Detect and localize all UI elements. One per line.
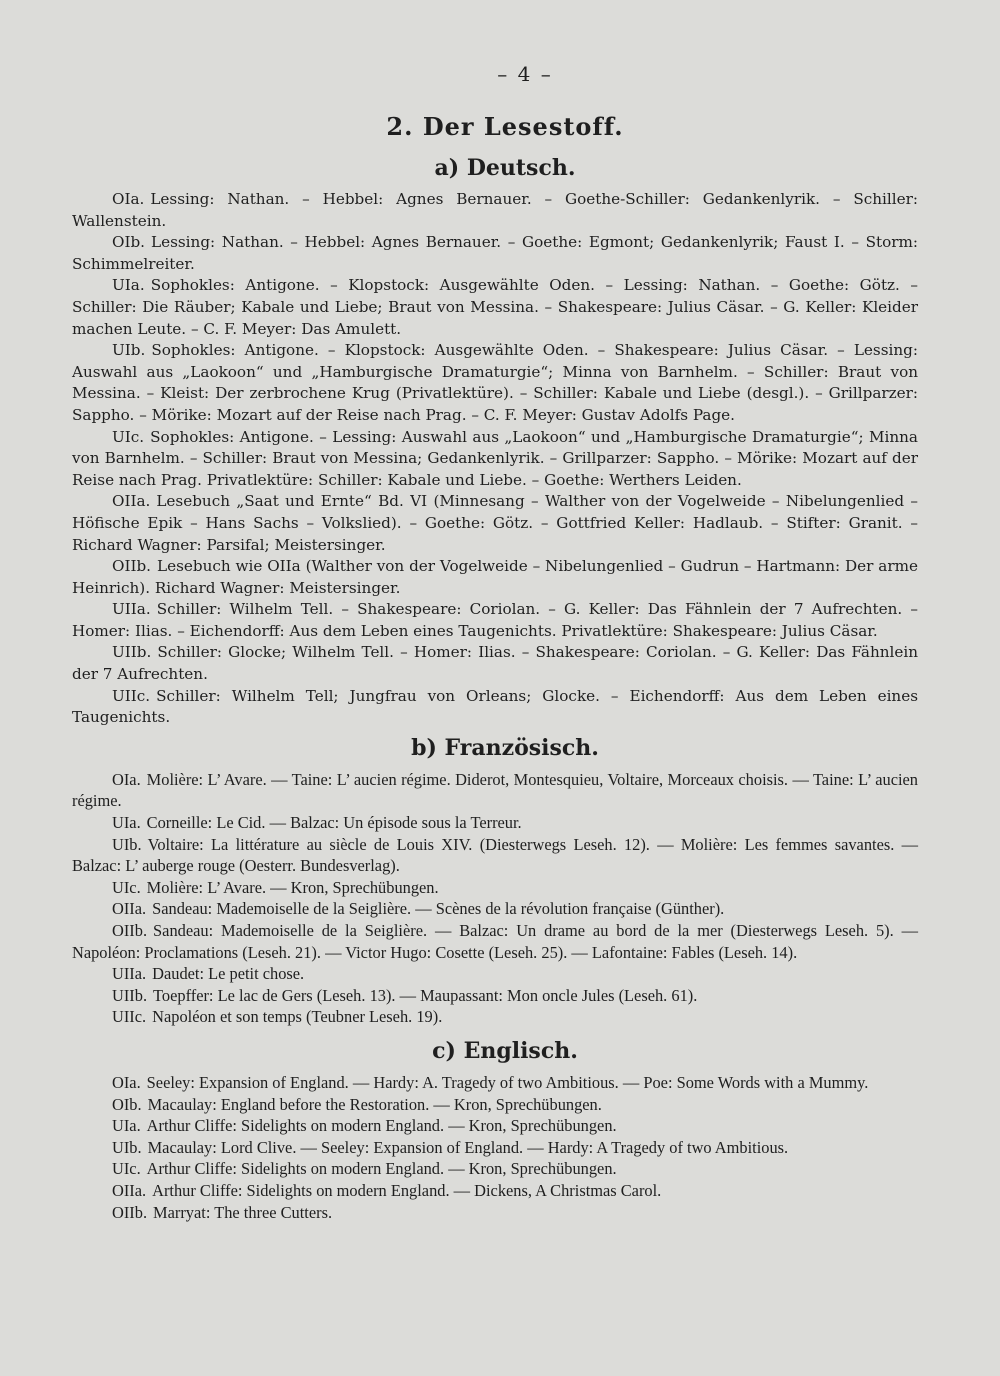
section-englisch (72, 1038, 918, 1223)
entry-deutsch-ulc (72, 427, 918, 492)
entry-deutsch-ollb (72, 556, 918, 599)
class-label: UIa. (112, 1116, 141, 1136)
entry-text: Schiller: Wilhelm Tell; Jungfrau von Orleans; Glocke. – Eichendorff: Aus dem Leben eines Taugenichts. (72, 686, 918, 727)
entry-deutsch-ola (72, 189, 918, 232)
entry-text: Daudet: Le petit chose. (152, 964, 305, 984)
section-deutsch (72, 155, 918, 729)
class-label: UIb. (112, 1137, 142, 1157)
entry-text: Molière: L’ Avare. — Kron, Sprechübungen. (146, 877, 439, 897)
class-label: OIa. (112, 769, 141, 789)
entry-text: Macaulay: England before the Restoration. — Kron, Sprechübungen. (147, 1094, 602, 1114)
entry-text: Arthur Cliffe: Sidelights on modern England. — Kron, Sprechübungen. (146, 1116, 617, 1136)
class-label: OIa. (112, 190, 145, 208)
class-label: UIIb. (112, 985, 148, 1005)
main-title: 2. Der Lesestoff. (386, 112, 624, 141)
entry-text: Corneille: Le Cid. — Balzac: Un épisode sous la Terreur. (146, 813, 522, 833)
class-label: OIIb. (112, 1202, 148, 1222)
entry-franz-ola (72, 769, 918, 812)
class-label: UIIc. (112, 686, 151, 705)
entry-text: Napoléon et son temps (Teubner Leseh. 19). (152, 1007, 443, 1027)
class-label: UIc. (112, 877, 141, 897)
entry-deutsch-olla (72, 491, 918, 556)
entry-franz-olla (72, 898, 918, 920)
entry-text: Sophokles: Antigone. – Klopstock: Ausgewählte Oden. – Lessing: Nathan. – Goethe: Götz. – Schiller: Die Räuber; Kabale und Liebe; Braut von Messina. – Shakespeare: Julius Cäsar. – G. Keller: Kleider machen Leute. – C. F. Meyer: Das Amulett. (72, 276, 918, 338)
section-title-englisch: c) Englisch. (432, 1037, 578, 1064)
entry-engl-ollb (72, 1202, 918, 1224)
entry-text: Lessing: Nathan. – Hebbel: Agnes Bernauer. – Goethe: Egmont; Gedankenlyrik; Faust I. – Storm: Schimmelreiter. (72, 233, 918, 273)
page-number: – 4 – (497, 62, 553, 86)
class-label: UIb. (112, 341, 146, 360)
entry-text: Marryat: The three Cutters. (153, 1202, 333, 1222)
entry-deutsch-olb (72, 232, 918, 275)
entry-text: Lesebuch „Saat und Ernte“ Bd. VI (Minnesang – Walther von der Vogelweide – Nibelungenlied – Höfische Epik – Hans Sachs – Volkslied). – Goethe: Götz. – Gottfried Keller: Hadlaub. – Stifter: Granit. – Richard Wagner: Parsifal; Meistersinger. (72, 492, 918, 554)
entry-text: Arthur Cliffe: Sidelights on modern England. — Dickens, A Christmas Carol. (152, 1180, 662, 1200)
class-label: UIa. (112, 276, 145, 295)
entry-engl-ulc (72, 1158, 918, 1180)
class-label: UIa. (112, 813, 141, 833)
section-franzoesisch (72, 735, 918, 1028)
entry-engl-olla (72, 1180, 918, 1202)
entry-text: Sandeau: Mademoiselle de la Seiglière. — Balzac: Un drame au bord de la mer (Diesterwegs Leseh. 5). — Napoléon: Proclamations (Leseh. 21). — Victor Hugo: Cosette (Leseh. 25). — Lafontaine: Fables (Leseh. 14). (72, 921, 918, 962)
entry-deutsch-ullb (72, 642, 918, 685)
entry-text: Voltaire: La littérature au siècle de Louis XIV. (Diesterwegs Leseh. 12). — Molière: Les femmes savantes. — Balzac: L’ auberge rouge (Oesterr. Bundesverlag). (72, 834, 918, 876)
entry-text: Sandeau: Mademoiselle de la Seiglière. — Scènes de la révolution française (Günther). (152, 899, 725, 919)
class-label: OIIb. (112, 557, 151, 576)
class-label: UIIc. (112, 1007, 147, 1027)
entry-franz-ula (72, 812, 918, 834)
entry-text: Sophokles: Antigone. – Lessing: Auswahl aus „Laokoon“ und „Hamburgische Dramaturgie“; Minna von Barnhelm. – Schiller: Braut von Messina; Gedankenlyrik. – Grillparzer: Sappho. – Mörike: Mozart auf der Reise nach Prag. Privatlektüre: Schiller: Kabale und Liebe. – Goethe: Werthers Leiden. (72, 427, 918, 489)
entry-franz-ullb (72, 985, 918, 1007)
entry-text: Seeley: Expansion of England. — Hardy: A. Tragedy of two Ambitious. — Poe: Some Words with a Mummy. (146, 1072, 869, 1092)
class-label: UIIb. (112, 643, 152, 662)
class-label: OIIa. (112, 899, 147, 919)
entry-text: Arthur Cliffe: Sidelights on modern England. — Kron, Sprechübungen. (146, 1159, 617, 1179)
class-label: OIIb. (112, 921, 148, 940)
entry-franz-ulc (72, 877, 918, 899)
entry-deutsch-ulb (72, 340, 918, 426)
class-label: UIIa. (112, 600, 151, 619)
entry-text: Lessing: Nathan. – Hebbel: Agnes Bernauer. – Goethe-Schiller: Gedankenlyrik. – Schiller: Wallenstein. (72, 190, 918, 230)
entry-franz-ollb (72, 920, 918, 963)
section-title-deutsch: a) Deutsch. (434, 155, 576, 181)
class-label: OIb. (112, 1094, 142, 1114)
entry-text: Schiller: Glocke; Wilhelm Tell. – Homer: Ilias. – Shakespeare: Coriolan. – G. Keller: Das Fähnlein der 7 Aufrechten. (72, 643, 918, 684)
entry-deutsch-ula (72, 275, 918, 340)
entry-text: Toepffer: Le lac de Gers (Leseh. 13). — Maupassant: Mon oncle Jules (Leseh. 61). (153, 985, 698, 1005)
class-label: OIa. (112, 1072, 141, 1092)
entry-engl-ulb (72, 1137, 918, 1159)
entry-text: Schiller: Wilhelm Tell. – Shakespeare: Coriolan. – G. Keller: Das Fähnlein der 7 Aufrechten. – Homer: Ilias. – Eichendorff: Aus dem Leben eines Taugenichts. Privatlektüre: Shakespeare: Julius Cäsar. (72, 600, 918, 640)
entry-text: Macaulay: Lord Clive. — Seeley: Expansion of England. — Hardy: A Tragedy of two Ambitious. (147, 1137, 789, 1157)
entry-text: Sophokles: Antigone. – Klopstock: Ausgewählte Oden. – Shakespeare: Julius Cäsar. – Lessing: Auswahl aus „Laokoon“ und „Hamburgische Dramaturgie“; Minna von Barnhelm. – Schiller: Braut von Messina. – Kleist: Der zerbrochene Krug (Privatlektüre). – Schiller: Kabale und Liebe (desgl.). – Grillparzer: Sappho. – Mörike: Mozart auf der Reise nach Prag. – C. F. Meyer: Gustav Adolfs Page. (72, 341, 918, 424)
class-label: UIc. (112, 1159, 141, 1179)
class-label: OIIa. (112, 492, 151, 511)
class-label: OIb. (112, 233, 146, 252)
class-label: OIIa. (112, 1180, 147, 1200)
class-label: UIc. (112, 427, 145, 446)
class-label: UIb. (112, 834, 142, 854)
entry-franz-ulla (72, 963, 918, 985)
entry-deutsch-ulla (72, 599, 918, 642)
entry-franz-ulb (72, 834, 918, 877)
entry-engl-olb (72, 1094, 918, 1116)
entry-text: Lesebuch wie OIIa (Walther von der Vogelweide – Nibelungenlied – Gudrun – Hartmann: Der arme Heinrich). Richard Wagner: Meistersinger. (72, 557, 918, 597)
entry-text: Molière: L’ Avare. — Taine: L’ aucien régime. Diderot, Montesquieu, Voltaire, Morceaux choisis. — Taine: L’ aucien régime. (72, 769, 918, 811)
entry-engl-ola (72, 1072, 918, 1094)
entry-engl-ula (72, 1115, 918, 1137)
section-title-franzoesisch: b) Französisch. (411, 734, 599, 761)
class-label: UIIa. (112, 964, 147, 984)
entry-deutsch-ullc (72, 686, 918, 729)
entry-franz-ullc (72, 1006, 918, 1028)
